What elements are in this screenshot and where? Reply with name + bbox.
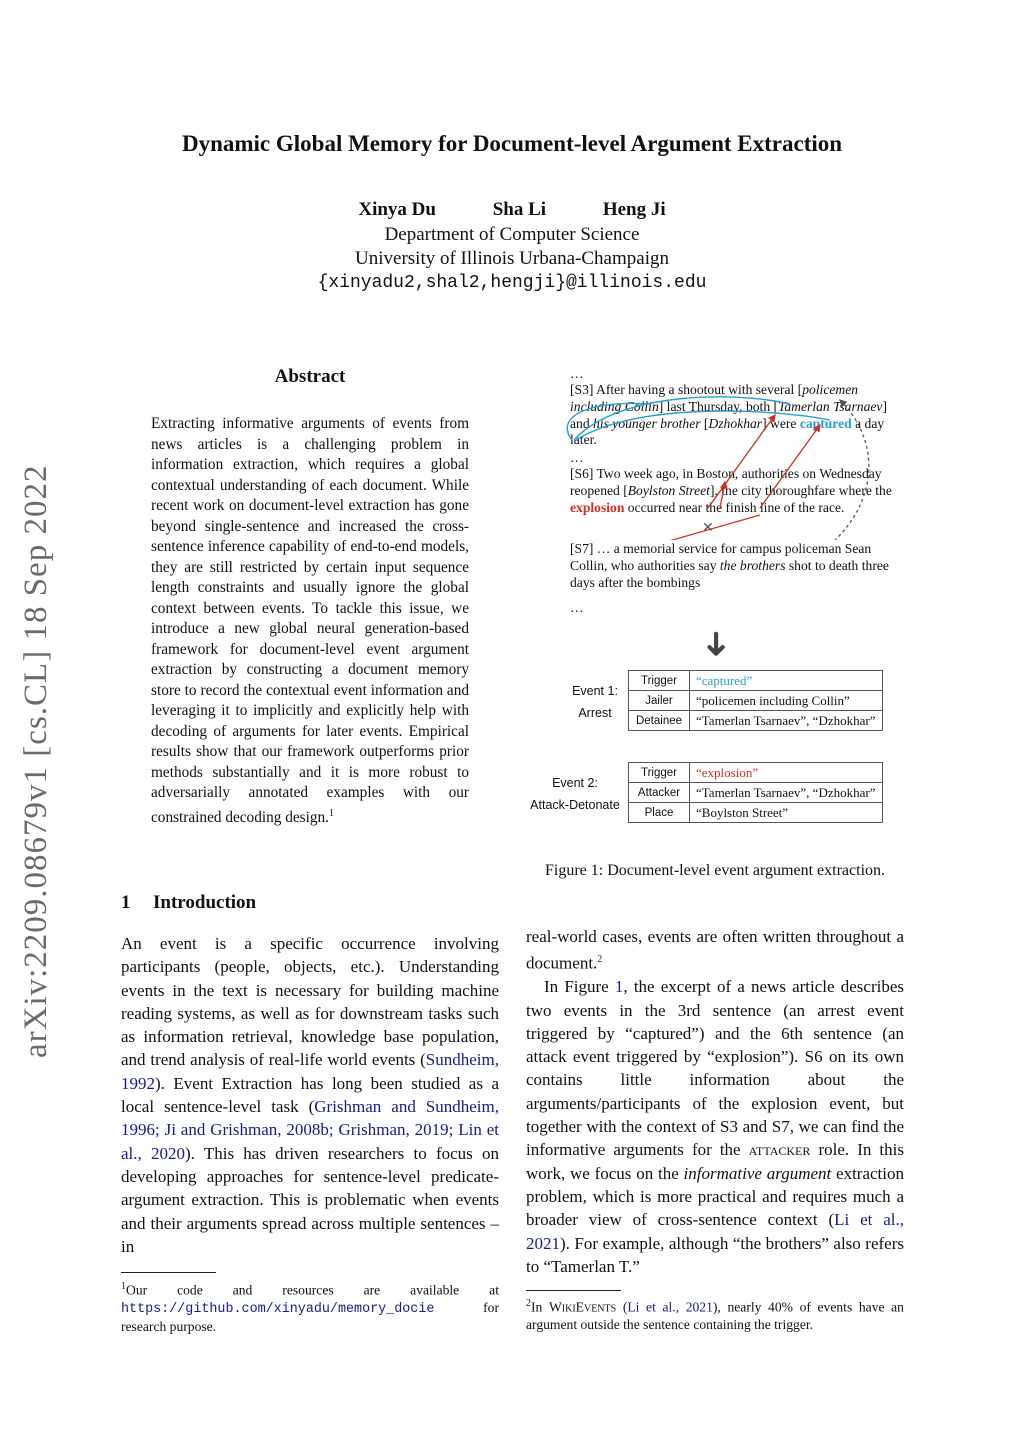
figure-ellipsis: … bbox=[570, 366, 584, 381]
intro-text: ). For example, although “the brothers” also refers to “Tamerlan T.” bbox=[526, 1233, 904, 1276]
fig-arg: Tamerlan Tsarnaev bbox=[778, 398, 883, 414]
role-cell: Attacker bbox=[629, 783, 690, 803]
section-title: Introduction bbox=[153, 892, 257, 913]
footnote-text: In bbox=[531, 1299, 549, 1315]
fig-arg: Dzhokhar bbox=[708, 415, 763, 431]
explosion-arrow-3 bbox=[760, 425, 820, 508]
figure-caption: Figure 1: Document-level event argument extraction. bbox=[544, 862, 886, 879]
affiliation-dept: Department of Computer Science bbox=[384, 224, 640, 245]
footnote-number: 2 bbox=[526, 1298, 531, 1309]
intro-text: ). Event Extraction has long been studied as a local sentence-level task ( bbox=[121, 1073, 499, 1117]
table-row bbox=[629, 691, 883, 711]
code-url-link[interactable]: https://github.com/xinyadu/memory_docie bbox=[121, 1301, 435, 1317]
citation-link[interactable]: Sundheim, 1992 bbox=[121, 1050, 499, 1093]
intro-text: role. In this work, we focus on the bbox=[526, 1140, 904, 1183]
explosion-arrow-2 bbox=[720, 482, 725, 508]
down-arrow-icon: ➜ bbox=[696, 629, 737, 659]
role-cell: Detainee bbox=[629, 711, 690, 731]
fig-arg: the brothers bbox=[719, 557, 786, 573]
role-cell: Jailer bbox=[629, 691, 690, 711]
fig-text: [ bbox=[700, 415, 709, 431]
abstract-heading: Abstract bbox=[274, 366, 346, 387]
figure-arrows bbox=[560, 370, 900, 540]
fig-text: a day later. bbox=[570, 415, 885, 448]
value-cell: “Boylston Street” bbox=[690, 803, 883, 823]
event2-type: Attack-Detonate bbox=[530, 798, 620, 812]
captured-arc-3 bbox=[576, 411, 830, 440]
footnote-1 bbox=[121, 1278, 499, 1335]
figure-ellipsis: … bbox=[570, 600, 584, 615]
paper-title: Dynamic Global Memory for Document-level Argument Extraction bbox=[181, 131, 843, 156]
fig-text: [S3] After having a shootout with several [ bbox=[570, 382, 803, 397]
event2-table bbox=[628, 762, 883, 823]
author-list bbox=[0, 199, 1024, 221]
intro-text: An event is a specific occurrence involving participants (people, objects, etc.). Understanding events in the text is necessary for building machine reading systems, as well as for downstream tasks such as information retrieval, knowledge base population, and trend analysis of real-life world events ( bbox=[121, 934, 499, 1070]
captured-arc-2 bbox=[574, 397, 790, 440]
affiliation-univ: University of Illinois Urbana-Champaign bbox=[355, 248, 669, 269]
event1-label bbox=[560, 680, 630, 724]
fig-text: ] last Thursday, both [ bbox=[658, 398, 779, 414]
footnote-number: 1 bbox=[121, 1281, 126, 1292]
value-cell: “captured” bbox=[690, 671, 883, 691]
event2-label bbox=[528, 772, 622, 816]
blocked-arrow bbox=[620, 515, 760, 540]
footnote-2: $^2$In WikiEvents (Li et al., 2021), nearly 40% of events have an argument outside the sentence containing the trigger. bbox=[526, 1298, 904, 1332]
fig-arg: policemen including Collin bbox=[570, 382, 859, 414]
intro-text: , the excerpt of a news article describes two events in the 3rd sentence (an arrest event triggered by “captured”) and the 6th sentence (an attack event triggered by “explosion”). S6 on its own contains little information about the arguments/participants of the explosion event, but together with the context of S3 and S7, we can find the informative arguments for the bbox=[526, 977, 904, 1160]
trigger-captured: captured bbox=[799, 415, 852, 431]
fig-arg: Boylston Street bbox=[627, 482, 710, 498]
event1-name: Event 1: bbox=[572, 684, 618, 698]
footnote-text: for research purpose. bbox=[121, 1299, 499, 1334]
footnote-mark-1[interactable]: 1 bbox=[329, 807, 334, 819]
cross-mark: ✕ bbox=[702, 520, 714, 536]
role-cell: Trigger bbox=[629, 763, 690, 783]
value-cell: “Tamerlan Tsarnaev”, “Dzhokhar” bbox=[690, 783, 883, 803]
fig-text: [S7] … a memorial service for campus policeman Sean Collin, who authorities say bbox=[570, 541, 872, 573]
table-row bbox=[629, 671, 883, 691]
role-cell: Trigger bbox=[629, 671, 690, 691]
figure-sentence-s7 bbox=[570, 541, 892, 591]
value-cell: “policemen including Collin” bbox=[690, 691, 883, 711]
fig-text: occurred near the finish line of the race. bbox=[624, 499, 845, 515]
arxiv-stamp: arXiv:2209.08679v1 [cs.CL] 18 Sep 2022 bbox=[18, 464, 54, 1058]
footnote-text: ), nearly 40% of events have an argument outside the sentence containing the trigger. bbox=[526, 1299, 904, 1332]
table-row bbox=[629, 783, 883, 803]
footnote-text: Our code and resources are available at bbox=[126, 1282, 499, 1298]
trigger-explosion: explosion bbox=[570, 499, 625, 515]
intro-text: In Figure bbox=[544, 977, 615, 997]
footnote-rule bbox=[526, 1290, 621, 1291]
value-cell: “explosion” bbox=[690, 763, 883, 783]
dataset-name: WikiEvents bbox=[548, 1299, 617, 1315]
author-1: Xinya Du bbox=[358, 199, 436, 220]
intro-left-column bbox=[121, 932, 499, 1258]
citation-link[interactable]: Li et al., 2021 bbox=[526, 1210, 904, 1253]
fig-text: shot to death three days after the bombings bbox=[570, 557, 889, 590]
table-row bbox=[629, 711, 883, 731]
abstract-body: Extracting informative arguments of events from news articles is a challenging problem in information extraction, which requires a global contextual understanding of each document. While recent work on document-level extraction has gone beyond single-sentence and increased the cross-sentence inference capability of end-to-end models, they are still restricted by certain input sequence length constraints and usually ignore the global context between events. To tackle this issue, we introduce a new global neural generation-based framework for document-level event argument extraction by constructing a document memory store to record the contextual event information and leveraging it to implicitly and explicitly help with decoding of arguments for later events. Empirical results show that our framework outperforms prior methods substantially and it is more robust to adversarially annotated examples with our constrained decoding design. bbox=[151, 415, 469, 826]
event2-name: Event 2: bbox=[552, 776, 598, 790]
event1-type: Arrest bbox=[578, 706, 612, 720]
role-name: attacker bbox=[748, 1140, 811, 1160]
fig-text: ] and bbox=[570, 398, 887, 431]
fig-text: [S6] Two week ago, in Boston, authorities on Wednesday reopened [ bbox=[570, 466, 882, 498]
table-row bbox=[629, 763, 883, 783]
table-row bbox=[629, 803, 883, 823]
footnote-mark-2[interactable]: 2 bbox=[597, 954, 603, 966]
section-heading-intro bbox=[121, 892, 256, 914]
figure-ref-link[interactable]: 1 bbox=[614, 977, 624, 997]
intro-text: ). This has driven researchers to focus on developing approaches for sentence-level predicate-argument extraction. This is problematic when events and their arguments spread across multiple sentences – in bbox=[121, 1143, 499, 1256]
section-number: 1 bbox=[121, 892, 131, 913]
citation-link[interactable]: Grishman and Sundheim, 1996; Ji and Grishman, 2008b; Grishman, 2019; Lin et al., 2020 bbox=[121, 1097, 499, 1163]
value-cell: “Tamerlan Tsarnaev”, “Dzhokhar” bbox=[690, 711, 883, 731]
fig-text: ], the city thoroughfare where the bbox=[709, 482, 892, 498]
figure-ellipsis: … bbox=[570, 450, 584, 465]
explosion-arrow-1 bbox=[708, 415, 775, 508]
emphasis-text: informative argument bbox=[683, 1163, 832, 1183]
intro-right-column bbox=[526, 925, 904, 1278]
fig-arg: his younger brother bbox=[593, 415, 701, 431]
fig-text: ] were bbox=[762, 415, 800, 431]
author-2: Sha Li bbox=[492, 199, 547, 220]
intro-text: real-world cases, events are often written throughout a document. bbox=[526, 927, 904, 973]
footnote-rule bbox=[121, 1272, 216, 1273]
author-email: {xinyadu2,shal2,hengji}@illinois.edu bbox=[317, 273, 707, 293]
intro-text: extraction problem, which is more practical and requires much a broader view of cross-sentence context ( bbox=[526, 1163, 905, 1230]
memory-dashed-arrow bbox=[830, 400, 869, 540]
role-cell: Place bbox=[629, 803, 690, 823]
abstract-text bbox=[151, 414, 469, 828]
author-3: Heng Ji bbox=[602, 199, 666, 220]
event1-table bbox=[628, 670, 883, 731]
citation-link[interactable]: Li et al., 2021 bbox=[627, 1299, 713, 1315]
